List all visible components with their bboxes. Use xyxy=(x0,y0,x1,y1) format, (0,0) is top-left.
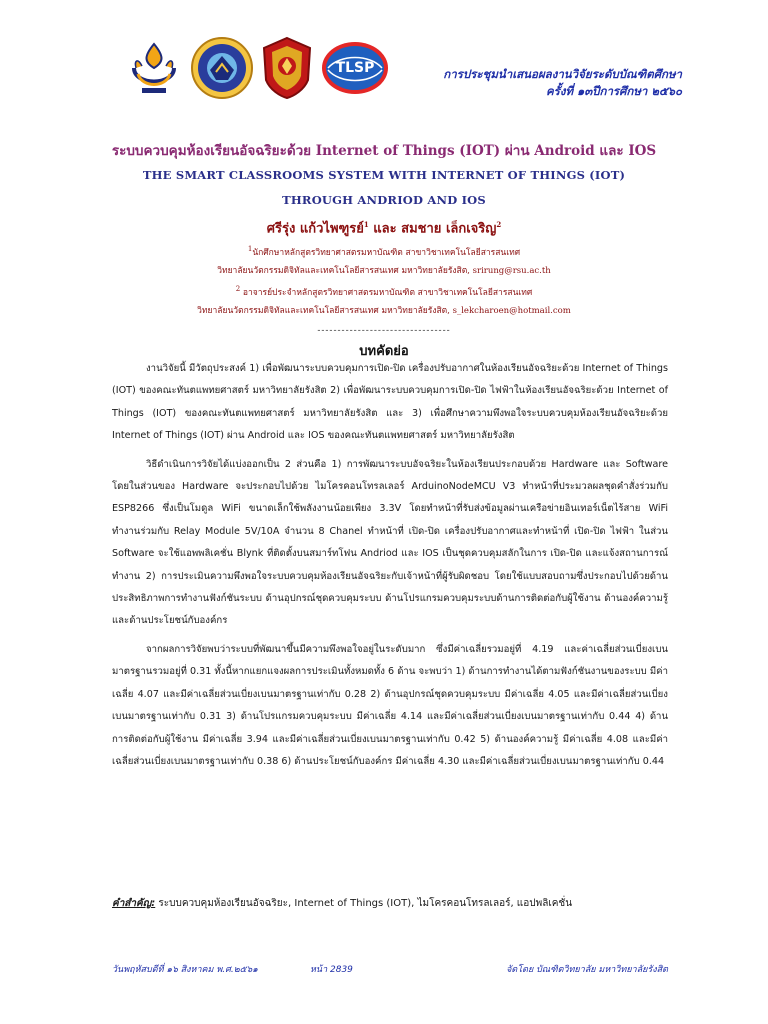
affiliation-2-line-2: วิทยาลัยนวัตกรรมดิจิทัลและเทคโนโลยีสารสนเทศ มหาวิทยาลัยรังสิต, s_lekcharoen@hotmail.com xyxy=(197,305,571,316)
conference-title xyxy=(443,66,682,100)
conference-line-2: ครั้งที่ ๑๓ปีการศึกษา ๒๕๖๐ xyxy=(545,84,682,98)
conference-line-1: การประชุมนำเสนอผลงานวิจัยระดับบัณฑิตศึกษา xyxy=(443,67,682,81)
separator-line: --------------------------------- xyxy=(317,325,451,336)
tlsp-logo-text: TLSP xyxy=(335,60,375,76)
page-header xyxy=(0,0,768,112)
crest-icon xyxy=(260,36,314,100)
title-english-line-2: THROUGH ANDRIOD AND IOS xyxy=(282,193,486,207)
footer-page-number: หน้า 2839 xyxy=(310,965,353,975)
affiliation-1-line-2: วิทยาลัยนวัตกรรมดิจิทัลและเทคโนโลยีสารสนเทศ มหาวิทยาลัยรังสิต, srirung@rsu.ac.th xyxy=(217,266,551,277)
title-english-line-1: THE SMART CLASSROOMS SYSTEM WITH INTERNET OF THINGS (IOT) xyxy=(142,168,626,182)
author-1: ศรีรุ่ง แก้วไพฑูรย์ xyxy=(266,221,364,237)
abstract-paragraph-1: งานวิจัยนี้ มีวัตถุประสงค์ 1) เพื่อพัฒนาระบบควบคุมการเปิด-ปิด เครื่องปรับอากาศในห้องเรียนอัจฉริยะด้วย Internet of Things (IOT) ของคณะทันตแพทยศาสตร์ มหาวิทยาลัยรังสิต 2) เพื่อพัฒนาระบบควบคุมการเปิด-ปิด ไฟฟ้าในห้องเรียนอัจฉริยะด้วย Internet of Things (IOT) ของคณะทันตแพทยศาสตร์ มหาวิทยาลัยรังสิต และ 3) เพื่อศึกษาความพึงพอใจระบบควบคุมห้องเรียนอัจฉริยะด้วย Internet of Things (IOT) ผ่าน Android และ IOS ของคณะทันตแพทยศาสตร์ มหาวิทยาลัยรังสิต xyxy=(112,363,668,442)
keywords xyxy=(112,894,668,914)
abstract-paragraph-3: จากผลการวิจัยพบว่าระบบที่พัฒนาขึ้นมีความพึงพอใจอยู่ในระดับมาก ซึ่งมีค่าเฉลี่ยรวมอยู่ที่ 4.19 และค่าเฉลี่ยส่วนเบี่ยงเบนมาตรฐานรวมอยู่ที่ 0.31 ทั้งนี้หากแยกแจงผลการประเมินทั้งหมดทั้ง 6 ด้าน จะพบว่า 1) ด้านการทำงานได้ตามฟังก์ชันงานของระบบ มีค่าเฉลี่ย 4.07 และมีค่าเฉลี่ยส่วนเบี่ยงเบนมาตรฐานเท่ากับ 0.28 2) ด้านอุปกรณ์ชุดควบคุมระบบ มีค่าเฉลี่ย 4.05 และมีค่าเฉลี่ยส่วนเบี่ยงเบนมาตรฐานเท่ากับ 0.31 3) ด้านโปรแกรมควบคุมระบบ มีค่าเฉลี่ย 4.14 และมีค่าเฉลี่ยส่วนเบี่ยงเบนมาตรฐานเท่ากับ 0.44 4) ด้านการติดต่อกับผู้ใช้งาน มีค่าเฉลี่ย 3.94 และมีค่าเฉลี่ยส่วนเบี่ยงเบนมาตรฐานเท่ากับ 0.42 5) ด้านองค์ความรู้ มีค่าเฉลี่ย 4.08 และมีค่าเฉลี่ยส่วนเบี่ยงเบนมาตรฐานเท่ากับ 0.38 6) ด้านประโยชน์กับองค์กร มีค่าเฉลี่ย 4.30 และมีค่าเฉลี่ยส่วนเบี่ยงเบนมาตรฐานเท่ากับ 0.44 xyxy=(112,643,668,767)
paper-title-block xyxy=(60,140,708,336)
keywords-label: คำสำคัญ: xyxy=(112,898,156,909)
footer-dotted-rule xyxy=(112,945,668,959)
abstract-paragraph-2: วิธีดำเนินการวิจัยได้แบ่งออกเป็น 2 ส่วนคือ 1) การพัฒนาระบบอัจฉริยะในห้องเรียนประกอบด้วย Hardware และ Software โดยในส่วนของ Hardware จะประกอบไปด้วย ไมโครคอนโทรลเลอร์ ArduinoNodeMCU V3 ทำหน้าที่ประมวลผลชุดคำสั่งร่วมกับ ESP8266 ซึ่งเป็นโมดูล WiFi ขนาดเล็กใช้พลังงานน้อยเพียง 3.3V โดยทำหน้าที่รับส่งข้อมูลผ่านเครือข่ายอินเทอร์เน็ตไร้สาย WiFi ทำงานร่วมกับ Relay Module 5V/10A จำนวน 8 Chanel ทำหน้าที่ เปิด-ปิด เครื่องปรับอากาศและทำหน้าที่ เปิด-ปิด ไฟฟ้า ในส่วน Software จะใช้แอพพลิเคชั่น Blynk ที่ติดตั้งบนสมาร์ทโฟน Andriod และ IOS เป็นชุดควบคุมสลักในการ เปิด-ปิด และแจ้งสถานการณ์ทำงาน 2) การประเมินความพึงพอใจระบบควบคุมห้องเรียนอัจฉริยะกับเจ้าหน้าที่ผู้รับผิดชอบ โดยใช้แบบสอบถามซึ่งประกอบไปด้วยด้านประสิทธิภาพการทำงานฟังก์ชันระบบ ด้านอุปกรณ์ชุดควบคุมระบบ ด้านโปรแกรมควบคุมระบบด้านการติดต่อกับผู้ใช้งาน ด้านองค์ความรู้ และด้านประโยชน์กับองค์กร xyxy=(112,458,668,627)
title-thai: ระบบควบคุมห้องเรียนอัจฉริยะด้วย Internet of Things (IOT) ผ่าน Android และ IOS xyxy=(111,143,657,159)
footer-organizer: จัดโดย บัณฑิตวิทยาลัย มหาวิทยาลัยรังสิต xyxy=(506,965,668,975)
keywords-text: ระบบควบคุมห้องเรียนอัจฉริยะ, Internet of Things (IOT), ไมโครคอนโทรลเลอร์, แอปพลิเคชั่น xyxy=(155,898,573,909)
abstract-heading: บทคัดย่อ xyxy=(359,344,409,359)
author-separator: และ xyxy=(368,221,402,237)
author-2: สมชาย เล็กเจริญ xyxy=(401,221,497,237)
footer-date: วันพฤหัสบดีที่ ๑๖ สิงหาคม พ.ศ.๒๕๖๑ xyxy=(112,965,258,975)
round-seal-icon xyxy=(190,36,254,100)
affiliation-2-line-1: $^2$ อาจารย์ประจำหลักสูตรวิทยาศาสตรมหาบัณฑิต สาขาวิชาเทคโนโลยีสารสนเทศ xyxy=(235,285,533,298)
logo-strip xyxy=(124,36,390,100)
flame-emblem-icon xyxy=(124,38,184,98)
abstract-body xyxy=(112,358,668,779)
tlsp-globe-icon xyxy=(320,40,390,96)
affiliation-1-line-1: $^1$นักศึกษาหลักสูตรวิทยาศาสตรมหาบัณฑิต สาขาวิชาเทคโนโลยีสารสนเทศ xyxy=(247,245,521,259)
authors: ศรีรุ่ง แก้วไพฑูรย์$^1$ และ สมชาย เล็กเจริญ$^2$ xyxy=(266,220,502,237)
